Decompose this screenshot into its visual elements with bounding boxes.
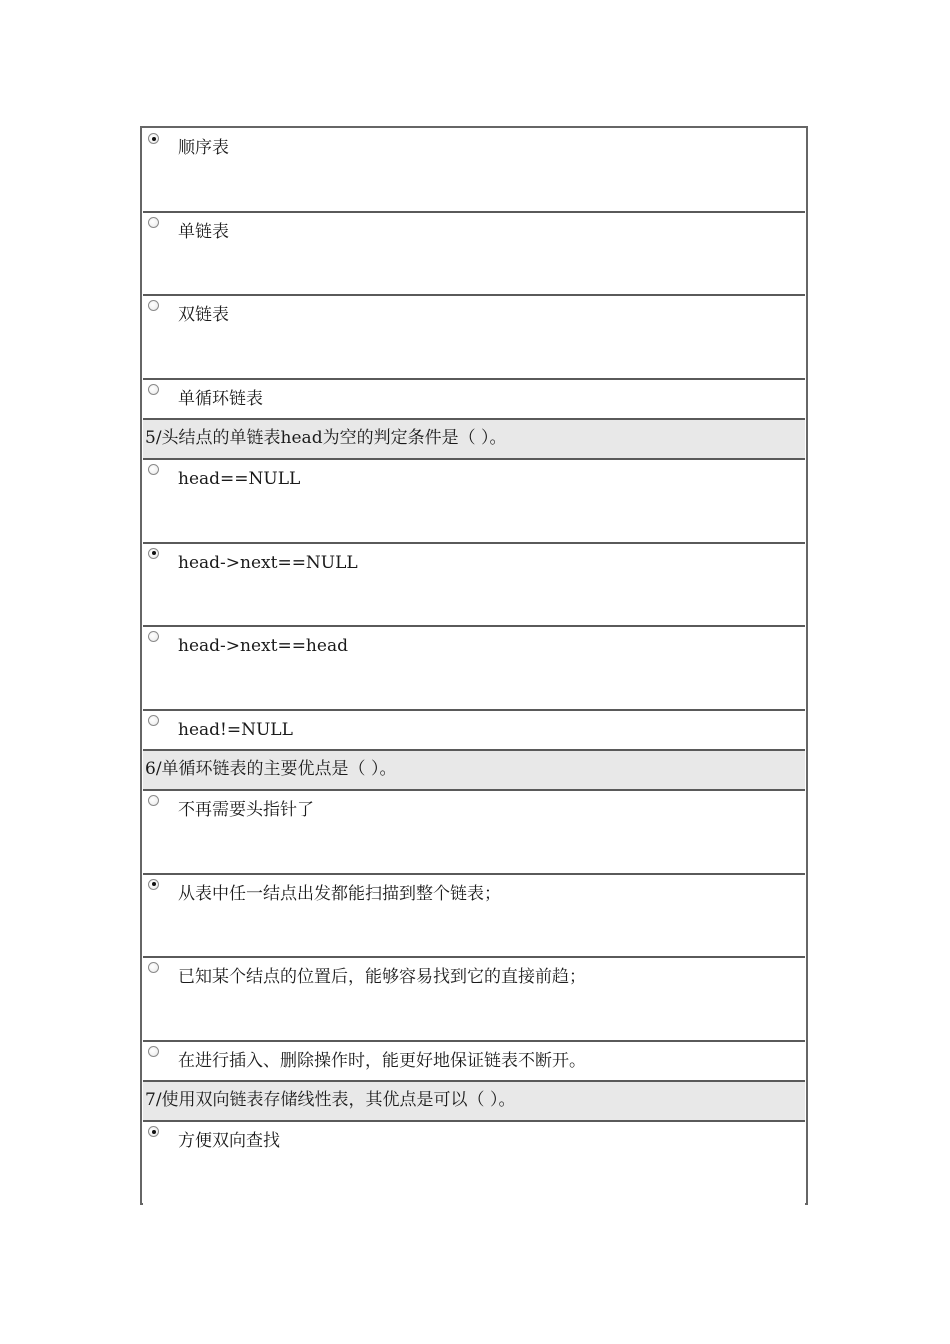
option-label[interactable]: 双链表 (178, 305, 229, 325)
radio-button-selected[interactable] (148, 548, 159, 559)
option-row[interactable] (143, 296, 805, 380)
option-label[interactable]: 在进行插入、删除操作时，能更好地保证链表不断开。 (178, 1050, 586, 1071)
radio-button[interactable] (148, 300, 159, 311)
question-text: 7/使用双向链表存储线性表，其优点是可以（ ）。 (145, 1090, 516, 1110)
option-row[interactable] (143, 711, 805, 752)
radio-button-selected[interactable] (148, 133, 159, 144)
radio-button[interactable] (148, 795, 159, 806)
radio-button[interactable] (148, 217, 159, 228)
option-row[interactable] (143, 1042, 805, 1083)
option-label[interactable]: 从表中任一结点出发都能扫描到整个链表； (178, 883, 501, 904)
option-row[interactable] (143, 460, 805, 544)
option-row[interactable] (143, 129, 805, 213)
radio-button[interactable] (148, 962, 159, 973)
question-header (143, 1082, 805, 1122)
option-label[interactable]: head->next==head (178, 636, 348, 656)
option-row[interactable] (143, 627, 805, 711)
question-header (143, 751, 805, 791)
radio-button[interactable] (148, 384, 159, 395)
option-row[interactable] (143, 380, 805, 421)
option-row[interactable] (143, 1122, 805, 1205)
option-label[interactable]: 方便双向查找 (178, 1131, 280, 1151)
option-label[interactable]: head!=NULL (178, 719, 293, 740)
option-row[interactable] (143, 544, 805, 628)
option-row[interactable] (143, 791, 805, 875)
quiz-table (140, 126, 808, 1205)
radio-button[interactable] (148, 631, 159, 642)
option-label[interactable]: head==NULL (178, 469, 301, 489)
option-label[interactable]: 不再需要头指针了 (178, 800, 314, 820)
option-label[interactable]: 单链表 (178, 221, 229, 242)
option-label[interactable]: 已知某个结点的位置后，能够容易找到它的直接前趋； (178, 967, 586, 987)
radio-button-selected[interactable] (148, 879, 159, 890)
radio-button[interactable] (148, 1046, 159, 1057)
radio-button[interactable] (148, 715, 159, 726)
option-row[interactable] (143, 213, 805, 297)
option-row[interactable] (143, 958, 805, 1042)
option-label[interactable]: 单循环链表 (178, 388, 263, 409)
radio-button[interactable] (148, 464, 159, 475)
option-label[interactable]: 顺序表 (178, 138, 229, 158)
option-row[interactable] (143, 875, 805, 959)
option-label[interactable]: head->next==NULL (178, 552, 358, 573)
question-text: 6/单循环链表的主要优点是（ ）。 (145, 759, 397, 779)
question-text: 5/头结点的单链表head为空的判定条件是（ ）。 (145, 428, 507, 448)
radio-button-selected[interactable] (148, 1126, 159, 1137)
question-header (143, 420, 805, 460)
